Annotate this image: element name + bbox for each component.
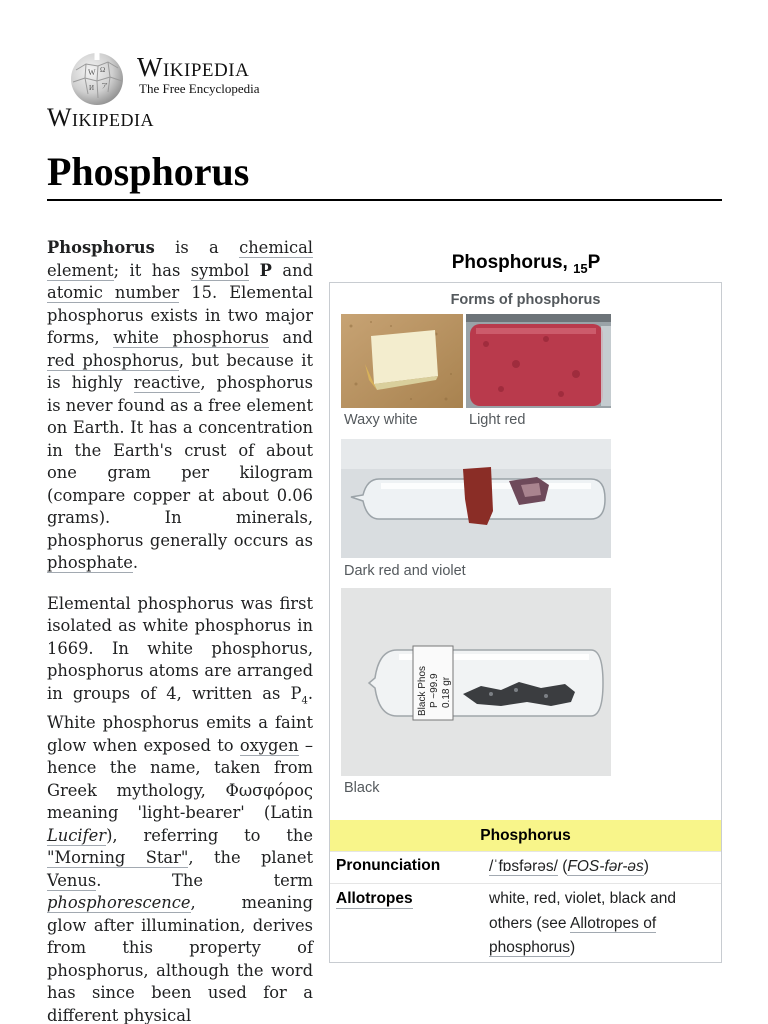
svg-text:Ω: Ω xyxy=(100,66,106,74)
wikipedia-wordmark-small[interactable]: Wikipedia xyxy=(47,103,155,132)
ipa-link[interactable]: /ˈfɒsfərəs/ xyxy=(489,858,558,875)
dark-red-violet-phosphorus-image[interactable] xyxy=(341,439,611,558)
waxy-white-phosphorus-image[interactable] xyxy=(341,314,463,408)
vial-label-line-2: P ~99.9 xyxy=(429,673,440,708)
link-red-phosphorus[interactable]: red phosphorus xyxy=(47,350,179,370)
link-reactive[interactable]: reactive xyxy=(133,373,201,392)
link-lucifer[interactable]: Lucifer xyxy=(47,825,107,845)
link-white-phosphorus[interactable]: white phosphorus xyxy=(113,328,269,347)
caption-waxy-white: Waxy white xyxy=(344,412,418,428)
infobox xyxy=(329,282,722,963)
black-phosphorus-image[interactable] xyxy=(341,588,611,776)
wikipedia-wordmark[interactable]: Wikipedia xyxy=(137,52,250,82)
history-paragraph: Elemental phosphorus was first isolated as white phosphorus in 1669. In white phosphorus, phosphorus atoms are arranged in groups of 4, written as $P_4$. White phosphorus emits a faint glow when exposed to oxygen – hence the name, taken from Greek mythology, Φωσφόρος meaning 'light-bearer' (Latin Lucifer), referring to the "Morning Star", the planet Venus. The term phosphorescence, meaning glow after illumination, derives from this property of phosphorus, although the word has since been used for a different physical xyxy=(47,593,313,1024)
link-morning-star[interactable]: "Morning Star" xyxy=(47,848,189,868)
svg-text:ア: ア xyxy=(101,82,108,90)
caption-dark-red-violet: Dark red and violet xyxy=(344,563,466,579)
caption-black: Black xyxy=(344,780,380,796)
intro-paragraph: Phosphorus is a chemical element; it has symbol P and atomic number 15. Elemental phosphorus exists in two major forms, white phosphorus and red phosphorus, but because it is highly reactive, phosphorus is never found as a free element on Earth. It has a concentration in the Earth's crust of about one gram per kilogram (compare copper at about 0.06 grams). In minerals, phosphorus generally occurs as phosphate. xyxy=(47,238,314,572)
light-red-phosphorus-image[interactable] xyxy=(466,314,611,408)
svg-text:И: И xyxy=(89,84,95,92)
vial-label-line-3: 0.18 gr xyxy=(441,676,452,708)
link-chemical-element[interactable]: chemical element xyxy=(47,238,313,280)
forms-heading: Forms of phosphorus xyxy=(450,292,601,308)
vial-label-line-1: Black Phos xyxy=(417,665,428,716)
link-phosphate[interactable]: phosphate xyxy=(47,553,133,572)
respelling-link[interactable]: FOS-fər-əs xyxy=(567,858,644,875)
label-pronunciation: Pronunciation xyxy=(336,857,441,874)
link-atomic-number[interactable]: atomic number xyxy=(47,283,180,302)
infobox-section-heading: Phosphorus xyxy=(330,820,721,851)
page-title: Phosphorus xyxy=(47,149,250,194)
caption-light-red: Light red xyxy=(469,412,526,428)
article-subject: Phosphorus xyxy=(47,238,155,257)
value-pronunciation: /ˈfɒsfərəs/ (FOS-fər-əs) xyxy=(489,858,649,875)
link-symbol[interactable]: symbol xyxy=(190,260,250,280)
link-allotropes-of-phosphorus[interactable]: Allotropes of phosphorus xyxy=(489,914,657,956)
link-venus[interactable]: Venus xyxy=(47,870,97,890)
infobox-row-pronunciation xyxy=(330,851,721,883)
value-allotropes: white, red, violet, black and others (see Allotropes of phosphorus) xyxy=(489,890,676,956)
link-oxygen[interactable]: oxygen xyxy=(239,735,299,755)
infobox-row-allotropes xyxy=(330,883,721,963)
wikipedia-tagline: The Free Encyclopedia xyxy=(139,81,260,96)
wikipedia-globe-logo[interactable] xyxy=(68,50,126,106)
element-symbol: P xyxy=(259,260,272,280)
link-phosphorescence[interactable]: phosphorescence xyxy=(47,893,191,913)
svg-text:W: W xyxy=(88,68,96,77)
title-divider xyxy=(47,199,722,201)
article-body xyxy=(47,237,313,1024)
infobox-caption: Phosphorus, $_{15}$P xyxy=(451,252,601,276)
label-allotropes[interactable]: Allotropes xyxy=(336,890,413,907)
